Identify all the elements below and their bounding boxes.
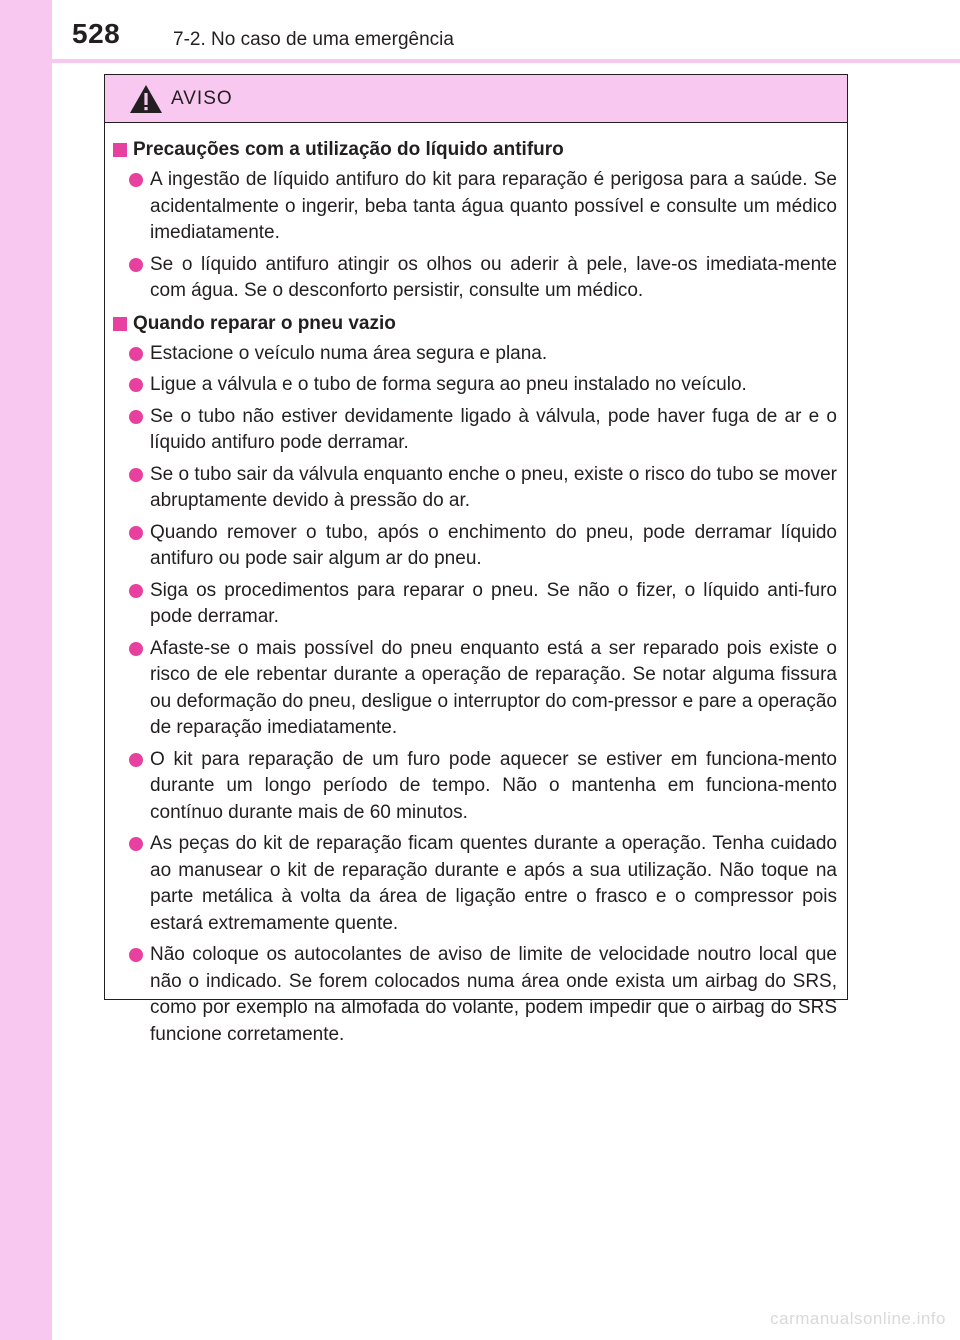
bullet-item (105, 404, 837, 457)
section-heading-text: Quando reparar o pneu vazio (133, 312, 396, 334)
warning-label: AVISO (171, 88, 233, 109)
circle-bullet-icon (129, 753, 143, 767)
bullet-text: Afaste-se o mais possível do pneu enquanto está a ser reparado pois existe o risco de ele rebentar durante a operação de reparação. Se notar alguma fissura ou deformação do pneu, desligue o interruptor do com-pressor e pare a operação de reparação imediatamente. (150, 637, 837, 738)
circle-bullet-icon (129, 258, 143, 272)
bullet-text: O kit para reparação de um furo pode aquecer se estiver em funciona-mento durante um longo período de tempo. Não o mantenha em funciona-mento contínuo durante mais de 60 minutos. (150, 748, 837, 823)
bullet-item (105, 167, 837, 247)
circle-bullet-icon (129, 410, 143, 424)
bullet-text: Quando remover o tubo, após o enchimento do pneu, pode derramar líquido antifuro ou pode sair algum ar do pneu. (150, 521, 837, 569)
bullet-text: Se o tubo não estiver devidamente ligado à válvula, pode haver fuga de ar e o líquido antifuro pode derramar. (150, 405, 837, 453)
warning-section (105, 311, 837, 1049)
circle-bullet-icon (129, 948, 143, 962)
circle-bullet-icon (129, 173, 143, 187)
bullet-item (105, 942, 837, 1048)
bullet-item (105, 747, 837, 827)
bullet-text: Não coloque os autocolantes de aviso de limite de velocidade noutro local que não o indicado. Se forem colocados numa área onde exista um airbag do SRS, como por exemplo na almofada do volante, podem impedir que o airbag do SRS funcione corretamente. (150, 944, 837, 1045)
circle-bullet-icon (129, 642, 143, 656)
circle-bullet-icon (129, 526, 143, 540)
bullet-text: A ingestão de líquido antifuro do kit para reparação é perigosa para a saúde. Se acidentalmente o ingerir, beba tanta água quanto possível e consulte um médico imediatamente. (150, 169, 837, 243)
watermark: carmanualsonline.info (770, 1309, 946, 1328)
section-heading-text: Precauções com a utilização do líquido antifuro (133, 139, 564, 160)
bullet-item (105, 462, 837, 515)
bullet-text: Se o tubo sair da válvula enquanto enche o pneu, existe o risco do tubo se mover abruptamente devido à pressão do ar. (150, 463, 837, 511)
warning-section (105, 137, 837, 305)
bullet-text: Estacione o veículo numa área segura e plana. (150, 342, 548, 364)
warning-body (105, 123, 847, 1048)
bullet-item (105, 831, 837, 937)
circle-bullet-icon (129, 837, 143, 851)
section-title: 7-2. No caso de uma emergência (173, 29, 454, 50)
bullet-item (105, 520, 837, 573)
page-number: 528 (72, 18, 121, 49)
bullet-item (105, 252, 837, 305)
section-heading (105, 137, 837, 163)
circle-bullet-icon (129, 378, 143, 392)
warning-header (105, 75, 847, 123)
chapter-tab-strip (0, 0, 52, 1340)
bullet-text: Se o líquido antifuro atingir os olhos ou aderir à pele, lave-os imediata-mente com água. Se o desconforto persistir, consulte um médico. (150, 253, 837, 301)
square-bullet-icon (113, 317, 127, 331)
circle-bullet-icon (129, 468, 143, 482)
section-heading (105, 311, 837, 337)
bullet-text: Siga os procedimentos para reparar o pneu. Se não o fizer, o líquido anti-furo pode derramar. (150, 579, 837, 627)
bullet-text: As peças do kit de reparação ficam quentes durante a operação. Tenha cuidado ao manusear o kit de reparação durante e após a sua utilização. Não toque na parte metálica à volta da área de ligação entre o frasco e o compressor pois estará extremamente quente. (150, 833, 837, 934)
header-rule (52, 59, 960, 63)
warning-box (104, 74, 848, 1045)
warning-triangle-icon (129, 84, 163, 114)
bullet-item (105, 372, 837, 399)
circle-bullet-icon (129, 584, 143, 598)
bullet-item (105, 341, 837, 368)
bullet-item (105, 636, 837, 742)
circle-bullet-icon (129, 347, 143, 361)
square-bullet-icon (113, 143, 127, 157)
bullet-item (105, 578, 837, 631)
bullet-text: Ligue a válvula e o tubo de forma segura ao pneu instalado no veículo. (150, 374, 747, 395)
